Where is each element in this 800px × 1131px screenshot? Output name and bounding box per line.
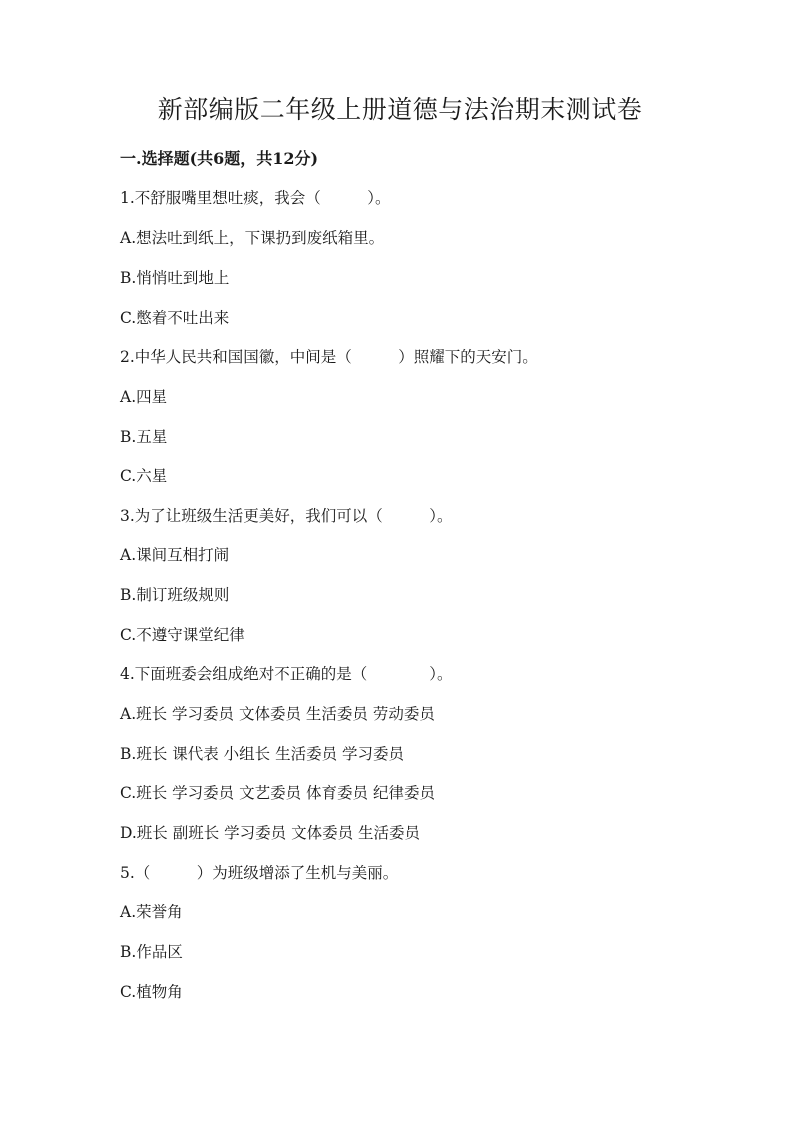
question-2-option-c: C.六星 bbox=[120, 467, 168, 485]
question-3-option-c: C.不遵守课堂纪律 bbox=[120, 626, 245, 644]
question-5-option-c: C.植物角 bbox=[120, 983, 183, 1001]
question-2-stem: 2.中华人民共和国国徽，中间是（ ）照耀下的天安门。 bbox=[120, 348, 538, 366]
section-heading: 一.选择题(共6题，共12分) bbox=[120, 149, 319, 168]
question-4-stem: 4.下面班委会组成绝对不正确的是（ ）。 bbox=[120, 665, 453, 683]
question-5-stem: 5.（ ）为班级增添了生机与美丽。 bbox=[120, 864, 399, 882]
question-5-option-a: A.荣誉角 bbox=[120, 903, 183, 921]
question-1-stem: 1.不舒服嘴里想吐痰，我会（ ）。 bbox=[120, 189, 391, 207]
question-3-option-b: B.制订班级规则 bbox=[120, 586, 230, 604]
exam-title: 新部编版二年级上册道德与法治期末测试卷 bbox=[157, 95, 643, 124]
question-1-option-b: B.悄悄吐到地上 bbox=[120, 269, 230, 287]
question-4-option-c: C.班长 学习委员 文艺委员 体育委员 纪律委员 bbox=[120, 784, 435, 802]
question-3-option-a: A.课间互相打闹 bbox=[120, 546, 230, 564]
question-2-option-b: B.五星 bbox=[120, 428, 168, 446]
question-4-option-d: D.班长 副班长 学习委员 文体委员 生活委员 bbox=[120, 824, 421, 842]
question-1-option-c: C.憋着不吐出来 bbox=[120, 309, 230, 327]
question-4-option-a: A.班长 学习委员 文体委员 生活委员 劳动委员 bbox=[120, 705, 435, 723]
question-3-stem: 3.为了让班级生活更美好，我们可以（ ）。 bbox=[120, 507, 453, 525]
question-4-option-b: B.班长 课代表 小组长 生活委员 学习委员 bbox=[120, 745, 405, 763]
question-1-option-a: A.想法吐到纸上，下课扔到废纸箱里。 bbox=[120, 229, 385, 247]
question-2-option-a: A.四星 bbox=[120, 388, 168, 406]
question-5-option-b: B.作品区 bbox=[120, 943, 183, 961]
